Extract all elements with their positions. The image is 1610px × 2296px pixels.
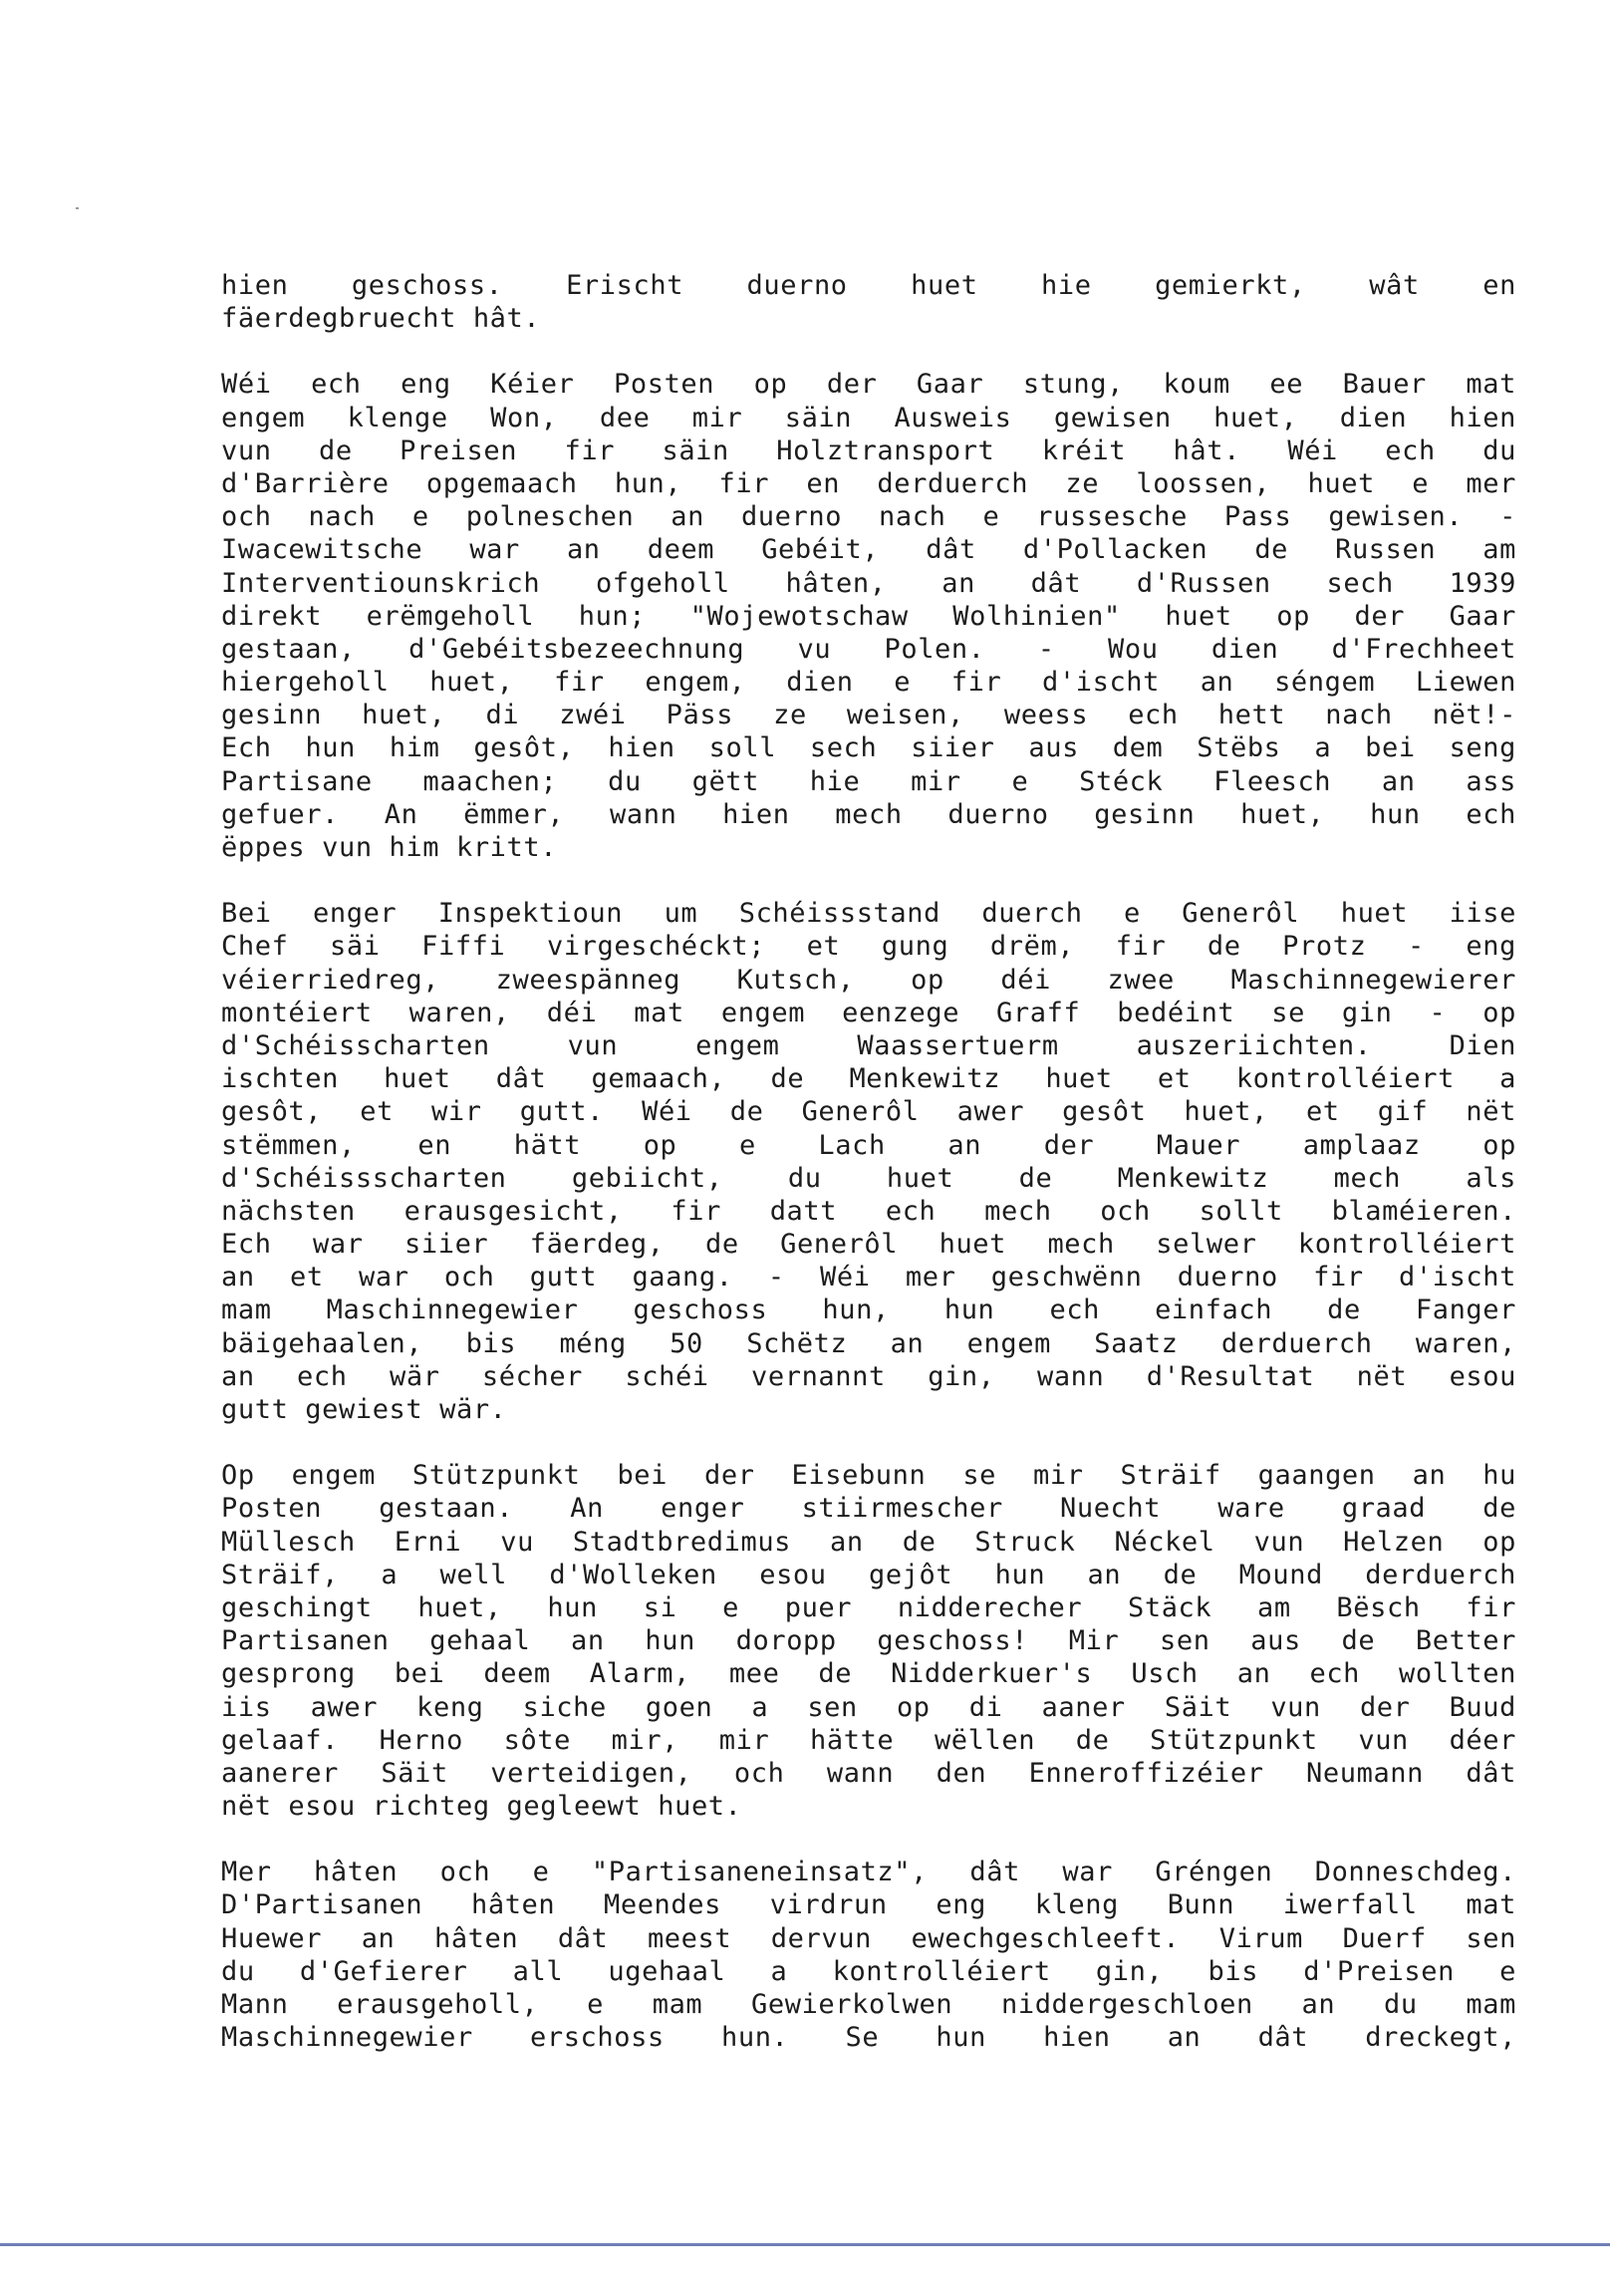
text-line: och nach e polneschen an duerno nach e russesche Pass gewisen. - bbox=[221, 501, 1516, 533]
text-line: Bei enger Inspektioun um Schéissstand duerch e Generôl huet iise bbox=[221, 898, 1516, 930]
text-line: Ech war siier fäerdeg, de Generôl huet mech selwer kontrolléiert bbox=[221, 1229, 1516, 1261]
text-line: stëmmen, en hätt op e Lach an der Mauer amplaaz op bbox=[221, 1129, 1516, 1161]
text-line: gefuer. An ëmmer, wann hien mech duerno gesinn huet, hun ech bbox=[221, 798, 1516, 830]
paragraph bbox=[221, 1459, 1516, 1823]
paragraph bbox=[221, 368, 1516, 864]
text-line: Mann erausgeholl, e mam Gewierkolwen niddergeschloen an du mam bbox=[221, 1989, 1516, 2020]
text-line: gutt gewiest wär. bbox=[221, 1394, 507, 1425]
text-line: Posten gestaan. An enger stiirmescher Nuecht ware graad de bbox=[221, 1493, 1516, 1525]
text-line: Partisanen gehaal an hun doropp geschoss! Mir sen aus de Better bbox=[221, 1625, 1516, 1657]
text-line: hien geschoss. Erischt duerno huet hie gemierkt, wât en bbox=[221, 270, 1516, 301]
text-line: nët esou richteg gegleewt huet. bbox=[221, 1791, 742, 1823]
text-line: mam Maschinnegewier geschoss hun, hun ech einfach de Fanger bbox=[221, 1294, 1516, 1326]
text-line: Maschinnegewier erschoss hun. Se hun hien an dât dreckegt, bbox=[221, 2022, 1516, 2054]
text-line: D'Partisanen hâten Meendes virdrun eng kleng Bunn iwerfall mat bbox=[221, 1889, 1516, 1921]
text-line: hiergeholl huet, fir engem, dien e fir d'ischt an séngem Liewen bbox=[221, 667, 1516, 699]
text-line: ëppes vun him kritt. bbox=[221, 832, 558, 863]
text-line: gesprong bei deem Alarm, mee de Nidderkuer's Usch an ech wollten bbox=[221, 1658, 1516, 1690]
text-line: direkt erëmgeholl hun; "Wojewotschaw Wolhinien" huet op der Gaar bbox=[221, 600, 1516, 632]
text-line: aanerer Säit verteidigen, och wann den Enneroffizéier Neumann dât bbox=[221, 1757, 1516, 1789]
paragraph bbox=[221, 269, 1516, 335]
text-line: gesinn huet, di zwéi Päss ze weisen, weess ech hett nach nët!- bbox=[221, 700, 1516, 731]
text-line: Sträif, a well d'Wolleken esou gejôt hun an de Mound derduerch bbox=[221, 1559, 1516, 1590]
text-line: geschingt huet, hun si e puer nidderecher Stäck am Bësch fir bbox=[221, 1591, 1516, 1623]
text-line: Chef säi Fiffi virgeschéckt; et gung drëm, fir de Protz - eng bbox=[221, 931, 1516, 963]
text-line: Iwacewitsche war an deem Gebéit, dât d'Pollacken de Russen am bbox=[221, 534, 1516, 566]
paragraph bbox=[221, 897, 1516, 1426]
scan-speck bbox=[76, 207, 79, 209]
text-line: Partisane maachen; du gëtt hie mir e Stéck Fleesch an ass bbox=[221, 765, 1516, 797]
text-line: fäerdegbruecht hât. bbox=[221, 303, 541, 335]
typed-text-body bbox=[221, 269, 1516, 2087]
text-line: iis awer keng siche goen a sen op di aaner Säit vun der Buud bbox=[221, 1691, 1516, 1723]
text-line: nächsten erausgesicht, fir datt ech mech och sollt blaméieren. bbox=[221, 1195, 1516, 1227]
text-line: Mer hâten och e "Partisaneneinsatz", dât war Gréngen Donneschdeg. bbox=[221, 1857, 1516, 1888]
text-line: Wéi ech eng Kéier Posten op der Gaar stung, koum ee Bauer mat bbox=[221, 369, 1516, 401]
text-line: du d'Gefierer all ugehaal a kontrolléiert gin, bis d'Preisen e bbox=[221, 1955, 1516, 1987]
bottom-scan-edge-line bbox=[0, 2243, 1610, 2246]
text-line: véierriedreg, zweespänneg Kutsch, op déi zwee Maschinnegewierer bbox=[221, 964, 1516, 996]
text-line: Ech hun him gesôt, hien soll sech siier aus dem Stëbs a bei seng bbox=[221, 732, 1516, 764]
text-line: d'Schéisscharten vun engem Waassertuerm auszeriichten. Dien bbox=[221, 1029, 1516, 1061]
text-line: gestaan, d'Gebéitsbezeechnung vu Polen. - Wou dien d'Frechheet bbox=[221, 633, 1516, 665]
text-line: ischten huet dât gemaach, de Menkewitz huet et kontrolléiert a bbox=[221, 1063, 1516, 1095]
text-line: bäigehaalen, bis méng 50 Schëtz an engem Saatz derduerch waren, bbox=[221, 1327, 1516, 1359]
text-line: Op engem Stützpunkt bei der Eisebunn se mir Sträif gaangen an hu bbox=[221, 1460, 1516, 1492]
text-line: engem klenge Won, dee mir säin Ausweis gewisen huet, dien hien bbox=[221, 402, 1516, 433]
text-line: gesôt, et wir gutt. Wéi de Generôl awer gesôt huet, et gif nët bbox=[221, 1096, 1516, 1128]
text-line: Müllesch Erni vu Stadtbredimus an de Struck Néckel vun Helzen op bbox=[221, 1526, 1516, 1558]
text-line: Interventiounskrich ofgeholl hâten, an dât d'Russen sech 1939 bbox=[221, 567, 1516, 599]
text-line: d'Schéissscharten gebiicht, du huet de Menkewitz mech als bbox=[221, 1162, 1516, 1194]
text-line: an et war och gutt gaang. - Wéi mer geschwënn duerno fir d'ischt bbox=[221, 1262, 1516, 1293]
text-line: Huewer an hâten dât meest dervun ewechgeschleeft. Virum Duerf sen bbox=[221, 1922, 1516, 1954]
text-line: gelaaf. Herno sôte mir, mir hätte wëllen de Stützpunkt vun déer bbox=[221, 1724, 1516, 1756]
text-line: d'Barrière opgemaach hun, fir en derduerch ze loossen, huet e mer bbox=[221, 467, 1516, 499]
text-line: montéiert waren, déi mat engem eenzege Graff bedéint se gin - op bbox=[221, 997, 1516, 1028]
text-line: vun de Preisen fir säin Holztransport kréit hât. Wéi ech du bbox=[221, 434, 1516, 466]
text-line: an ech wär sécher schéi vernannt gin, wann d'Resultat nët esou bbox=[221, 1360, 1516, 1392]
paragraph bbox=[221, 1856, 1516, 2054]
